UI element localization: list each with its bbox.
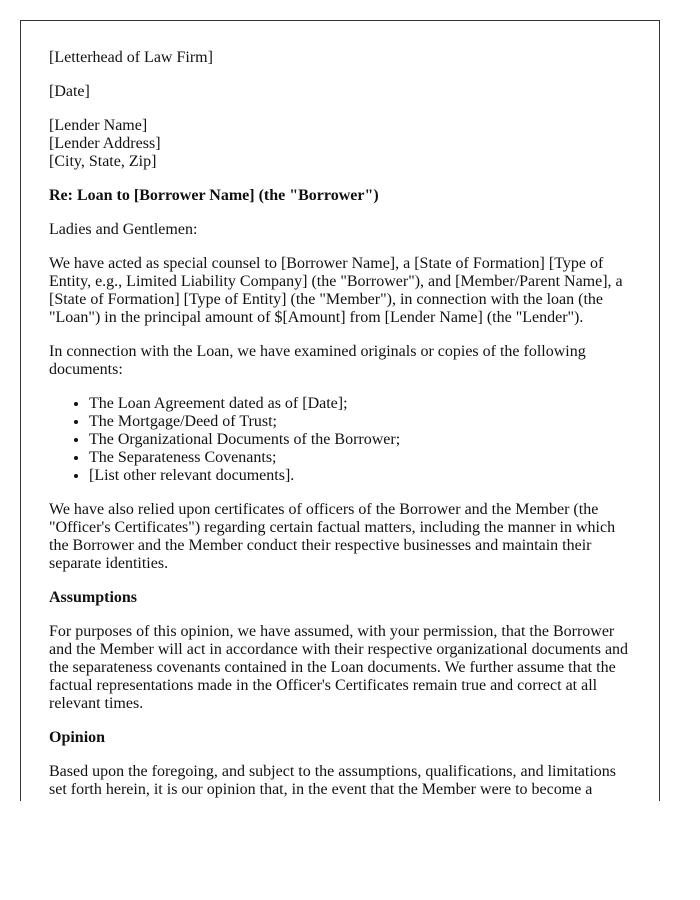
recipient-name: [Lender Name] [49,117,148,134]
documents-list [49,395,631,485]
opinion-heading: Opinion [49,729,106,746]
opinion-paragraph: Based upon the foregoing, and subject to the assumptions, qualifications, and limitations set forth herein, it is our opinion that, in the event that the Member were to become a [49,763,617,798]
assumptions-heading: Assumptions [49,589,138,606]
recipient-block [49,117,631,171]
letter-content [21,21,659,799]
recipient-city-state-zip: [City, State, Zip] [49,153,157,170]
subject-line: Re: Loan to [Borrower Name] (the "Borrower") [49,187,379,204]
letter-page [20,20,660,801]
letterhead: [Letterhead of Law Firm] [49,49,213,66]
salutation: Ladies and Gentlemen: [49,221,198,238]
list-item: • The Organizational Documents of the Borrower; [89,431,631,449]
list-item: • [List other relevant documents]. [89,467,631,485]
recipient-address: [Lender Address] [49,135,161,152]
certificates-paragraph: We have also relied upon certificates of officers of the Borrower and the Member (the "Officer's Certificates") regarding certain factual matters, including the manner in which the Borrower and the Member conduct their respective businesses and maintain their separate identities. [49,501,616,572]
letter-date: [Date] [49,83,90,100]
documents-intro-paragraph: In connection with the Loan, we have examined originals or copies of the following documents: [49,343,586,378]
list-item: • The Separateness Covenants; [89,449,631,467]
list-item: • The Mortgage/Deed of Trust; [89,413,631,431]
list-item: • The Loan Agreement dated as of [Date]; [89,395,631,413]
intro-paragraph: We have acted as special counsel to [Borrower Name], a [State of Formation] [Type of Entity, e.g., Limited Liability Company] (the "Borrower"), and [Member/Parent Name], a [State of Formation] [Type of Entity] (the "Member"), in connection with the loan (the "Loan") in the principal amount of $[Amount] from [Lender Name] (the "Lender"). [49,255,623,326]
assumptions-paragraph: For purposes of this opinion, we have assumed, with your permission, that the Borrower and the Member will act in accordance with their respective organizational documents and the separateness covenants contained in the Loan documents. We further assume that the factual representations made in the Officer's Certificates remain true and correct at all relevant times. [49,623,629,712]
